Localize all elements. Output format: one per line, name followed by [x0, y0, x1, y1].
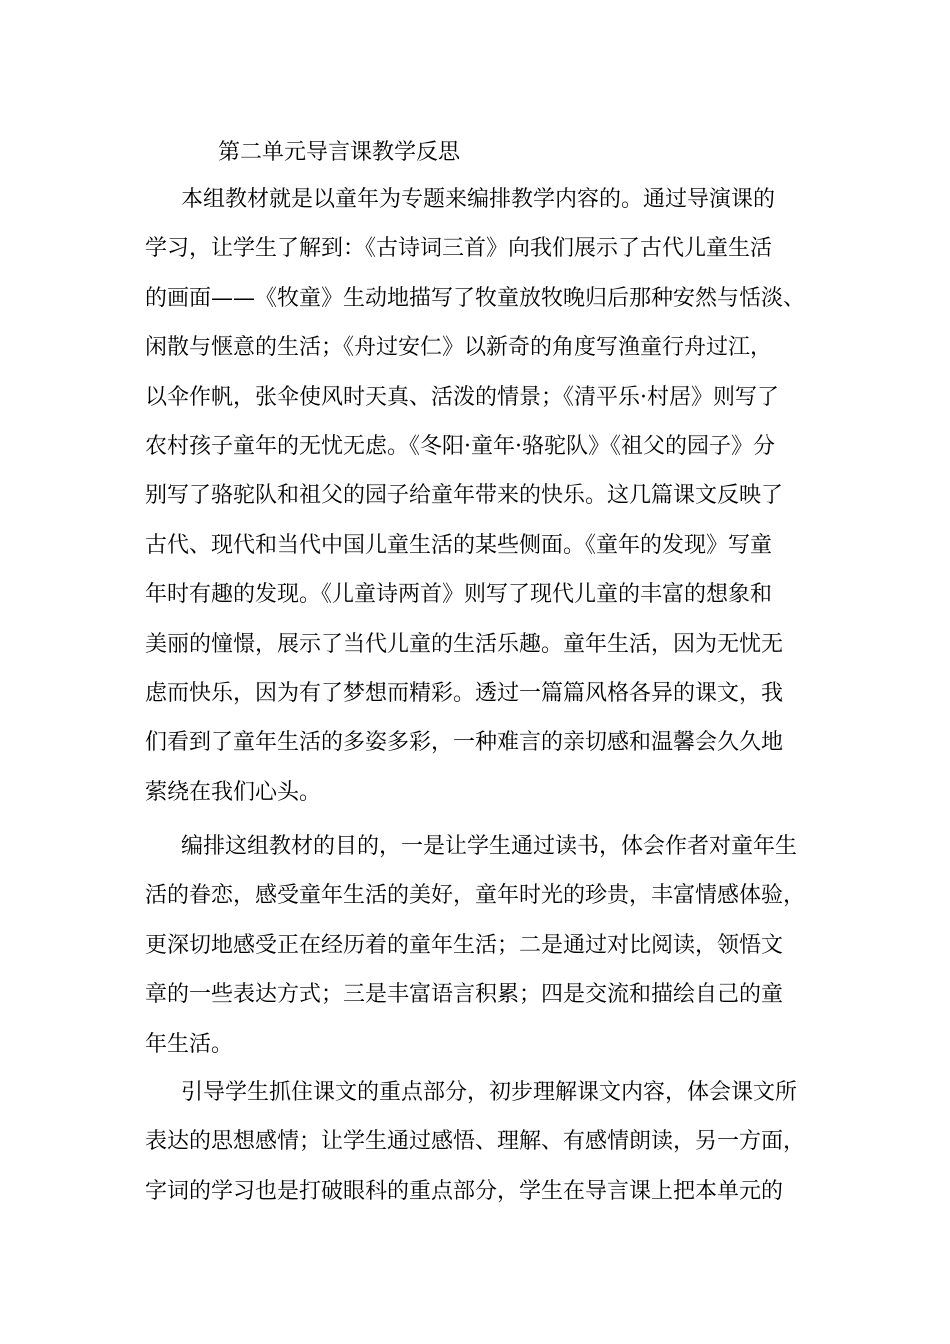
paragraph-line: 闲散与惬意的生活；《舟过安仁》以新奇的角度写渔童行舟过江， [145, 335, 773, 361]
paragraph-line: 引导学生抓住课文的重点部分，初步理解课文内容，体会课文所 [181, 1080, 798, 1105]
paragraph-line: 以伞作帆，张伞使风时天真、活泼的情景；《清平乐·村居》则写了 [145, 384, 779, 410]
paragraph-line: 古代、现代和当代中国儿童生活的某些侧面。《童年的发现》写童 [145, 532, 773, 558]
paragraph-line: 的画面——《牧童》生动地描写了牧童放牧晚归后那种安然与恬淡、 [145, 285, 806, 311]
paragraph-line: 们看到了童年生活的多姿多彩，一种难言的亲切感和温馨会久久地 [145, 730, 784, 756]
paragraph-line: 美丽的憧憬，展示了当代儿童的生活乐趣。童年生活，因为无忧无 [145, 631, 784, 657]
paragraph-line: 表达的思想感情；让学生通过感悟、理解、有感情朗读，另一方面， [145, 1129, 806, 1155]
paragraph-line: 活的眷恋，感受童年生活的美好，童年时光的珍贵，丰富情感体验， [145, 883, 806, 909]
paragraph-3 [145, 1068, 825, 1216]
paragraph-line: 章的一些表达方式；三是丰富语言积累；四是交流和描绘自己的童 [145, 982, 784, 1008]
paragraph-line: 别写了骆驼队和祖父的园子给童年带来的快乐。这几篇课文反映了 [145, 483, 784, 509]
paragraph-line: 编排这组教材的目的，一是让学生通过读书，体会作者对童年生 [181, 834, 798, 859]
paragraph-2 [145, 822, 825, 1069]
paragraph-line: 字词的学习也是打破眼科的重点部分，学生在导言课上把本单元的 [145, 1178, 784, 1204]
paragraph-line: 学习，让学生了解到：《古诗词三首》向我们展示了古代儿童生活 [145, 236, 773, 262]
paragraph-line: 年时有趣的发现。《儿童诗两首》则写了现代儿童的丰富的想象和 [145, 582, 773, 608]
paragraph-line: 萦绕在我们心头。 [145, 779, 322, 805]
document-title: 第二单元导言课教学反思 [218, 140, 461, 165]
paragraph-line: 虑而快乐，因为有了梦想而精彩。透过一篇篇风格各异的课文，我 [145, 680, 784, 706]
paragraph-1 [145, 175, 825, 817]
paragraph-line: 本组教材就是以童年为专题来编排教学内容的。通过导演课的 [181, 187, 776, 212]
paragraph-line: 年生活。 [145, 1031, 234, 1057]
paragraph-line: 更深切地感受正在经历着的童年生活；二是通过对比阅读，领悟文 [145, 932, 784, 958]
paragraph-line: 农村孩子童年的无忧无虑。《冬阳·童年·骆驼队》《祖父的园子》分 [145, 433, 775, 459]
